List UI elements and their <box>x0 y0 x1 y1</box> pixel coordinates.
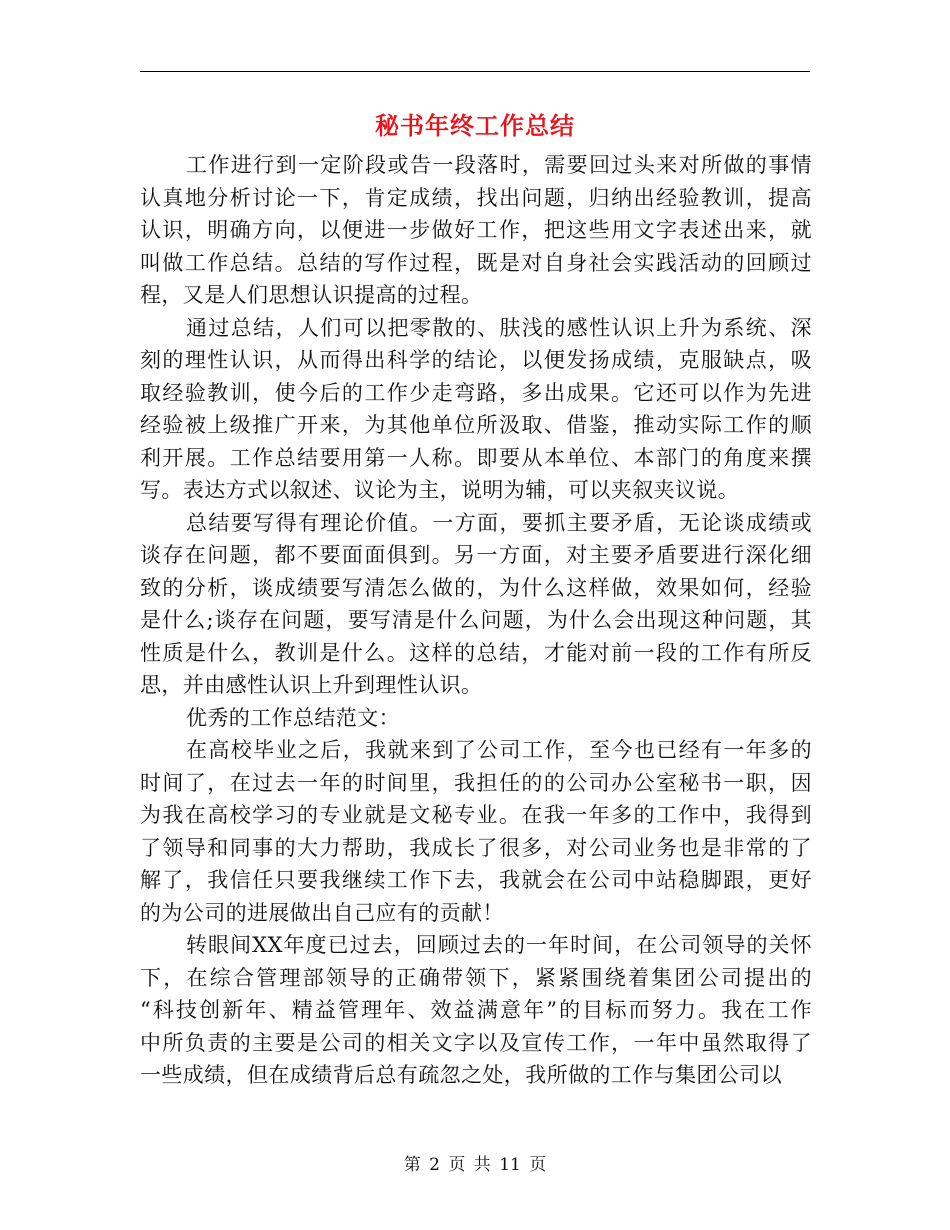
paragraph-line: 谈存在问题，都不要面面俱到。另一方面，对主要矛盾要进行深化细 <box>140 543 812 567</box>
paragraph-line: 的为公司的进展做出自己应有的贡献！ <box>140 900 504 925</box>
paragraph-line: 写。表达方式以叙述、议论为主，说明为辅，可以夹叙夹议说。 <box>140 478 740 502</box>
body-paragraph <box>140 312 812 507</box>
body-paragraph <box>140 734 812 929</box>
document-title: 秘书年终工作总结 <box>375 111 575 140</box>
paragraph-line: 转眼间XX年度已过去，回顾过去的一年时间，在公司领导的关怀 <box>186 933 812 957</box>
paragraph-line: 为我在高校学习的专业就是文秘专业。在我一年多的工作中，我得到 <box>140 803 812 827</box>
body-paragraph <box>140 149 812 312</box>
paragraph-line: 经验被上级推广开来，为其他单位所汲取、借鉴，推动实际工作的顺 <box>140 413 812 437</box>
paragraph-line: 总结要写得有理论价值。一方面，要抓主要矛盾，无论谈成绩或 <box>186 510 812 535</box>
paragraph-line: 中所负责的主要是公司的相关文字以及宣传工作，一年中虽然取得了 <box>140 1030 812 1055</box>
paragraph-line: “科技创新年、精益管理年、效益满意年”的目标而努力。我在工作 <box>140 998 812 1022</box>
document-body <box>140 149 812 1092</box>
paragraph-line: 通过总结，人们可以把零散的、肤浅的感性认识上升为系统、深 <box>186 315 812 340</box>
paragraph-line: 利开展。工作总结要用第一人称。即要从本单位、本部门的角度来撰 <box>140 445 812 470</box>
body-paragraph <box>140 702 812 735</box>
paragraph-line: 叫做工作总结。总结的写作过程，既是对自身社会实践活动的回顾过 <box>140 250 812 275</box>
paragraph-line: 解了，我信任只要我继续工作下去，我就会在公司中站稳脚跟，更好 <box>140 868 812 892</box>
paragraph-line: 性质是什么，教训是什么。这样的总结，才能对前一段的工作有所反 <box>140 640 812 665</box>
paragraph-line: 时间了，在过去一年的时间里，我担任的的公司办公室秘书一职，因 <box>140 770 812 795</box>
paragraph-line: 工作进行到一定阶段或告一段落时，需要回过头来对所做的事情 <box>186 153 812 177</box>
paragraph-line: 致的分析，谈成绩要写清怎么做的，为什么这样做，效果如何，经验 <box>140 575 812 600</box>
paragraph-line: 了领导和同事的大力帮助，我成长了很多，对公司业务也是非常的了 <box>140 835 812 860</box>
paragraph-line: 优秀的工作总结范文： <box>186 705 400 730</box>
paragraph-line: 下，在综合管理部领导的正确带领下，紧紧围绕着集团公司提出的 <box>140 965 812 990</box>
paragraph-line: 认真地分析讨论一下，肯定成绩，找出问题，归纳出经验教训，提高 <box>140 185 812 210</box>
page-number: 第 2 页 共 11 页 <box>403 1155 547 1175</box>
body-paragraph <box>140 929 812 1092</box>
paragraph-line: 程，又是人们思想认识提高的过程。 <box>140 283 483 307</box>
header-rule <box>140 71 810 72</box>
paragraph-line: 认识，明确方向，以便进一步做好工作，把这些用文字表述出来，就 <box>140 218 812 242</box>
body-paragraph <box>140 507 812 702</box>
paragraph-line: 是什么;谈存在问题，要写清是什么问题，为什么会出现这种问题，其 <box>140 608 812 632</box>
paragraph-line: 思，并由感性认识上升到理性认识。 <box>140 673 483 697</box>
paragraph-line: 在高校毕业之后，我就来到了公司工作，至今也已经有一年多的 <box>186 738 812 762</box>
paragraph-line: 刻的理性认识，从而得出科学的结论，以便发扬成绩，克服缺点，吸 <box>140 348 812 372</box>
paragraph-line: 取经验教训，使今后的工作少走弯路，多出成果。它还可以作为先进 <box>140 380 812 405</box>
paragraph-line: 一些成绩，但在成绩背后总有疏忽之处，我所做的工作与集团公司以 <box>140 1063 782 1087</box>
